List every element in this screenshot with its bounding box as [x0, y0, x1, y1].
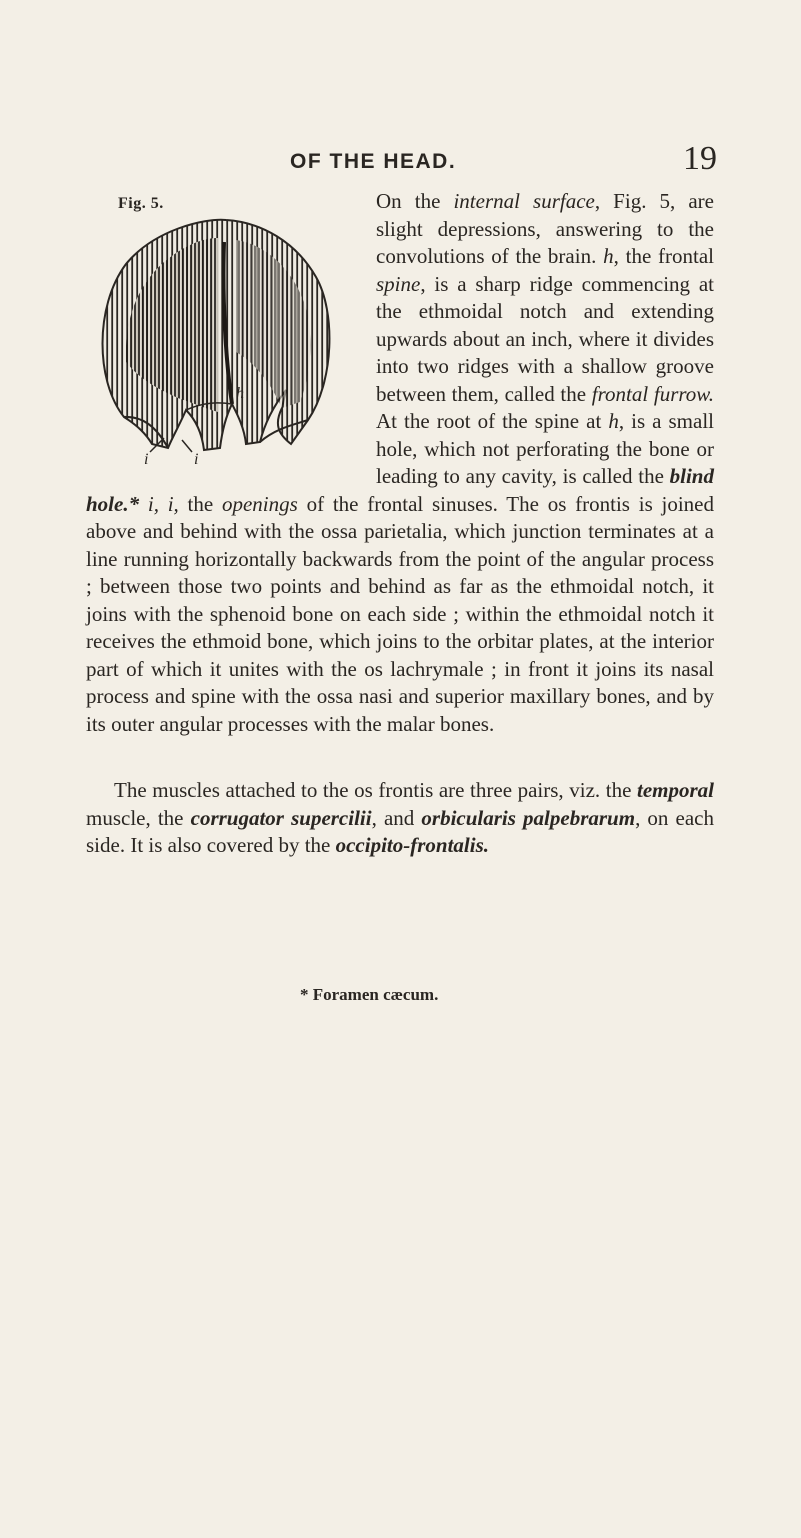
italic-term: blind hole.* [86, 464, 714, 516]
text-run: , is a small hole, which not perforating the bone or leading to any cavity, is called the [376, 409, 714, 488]
italic-term: temporal [637, 778, 714, 802]
text-run: , Fig. 5, are slight depressions, answering to the convolutions of the brain. [376, 189, 714, 268]
text-run: , is a sharp ridge commencing at the ethmoidal notch and extending upwards about an inch, where it divides into two ridges with a shallow groove between them, called the [376, 271, 714, 406]
italic-term: occipito-frontalis. [335, 833, 490, 857]
text-run: of the frontal sinuses. The os frontis is joined above and behind with the ossa parietalia, which junction terminates at a line running horizontally backwards from the point of the angular process ; between those two points and behind as far as the ethmoidal notch, it joins with the sphenoid bone on each side ; within the ethmoidal notch it receives the ethmoid bone, which joins to the orbitar plates, at the interior part of which it unites with the os lachrymale ; in front it joins its nasal process and spine with the ossa nasi and superior maxillary bones, and by its outer angular processes with the malar bones. [86, 491, 715, 736]
paragraph-2 [86, 777, 714, 860]
text-run: , on each side. It is also covered by the [86, 805, 715, 857]
italic-term: spine [376, 271, 421, 296]
page-number: 19 [683, 140, 717, 177]
italic-term: h [608, 409, 619, 433]
italic-term: internal surface [453, 189, 595, 213]
frontal-bone-illustration [86, 212, 348, 470]
italic-term: i, i, [147, 491, 179, 516]
text-run: the [178, 491, 222, 516]
figure-label-i-left: i [144, 451, 149, 468]
text-run: The muscles attached to the os frontis are three pairs, viz. the [114, 778, 637, 802]
text-run [139, 492, 148, 516]
text-run: At the root of the spine at [376, 409, 609, 433]
footnote: * Foramen cæcum. [300, 985, 439, 1004]
text-run: , and [371, 805, 422, 830]
italic-term: openings [221, 491, 298, 516]
paragraph-1 [86, 188, 714, 738]
text-run: , the frontal [613, 244, 714, 268]
italic-term: orbicularis palpebrarum [421, 805, 636, 830]
text-run: On the [376, 189, 454, 213]
running-head-title: OF THE HEAD. [290, 150, 457, 173]
italic-term: corrugator supercilii [190, 805, 372, 830]
text-run: muscle, the [86, 805, 191, 830]
figure-5 [86, 188, 354, 471]
figure-caption: Fig. 5. [118, 195, 164, 212]
italic-term: h [603, 244, 614, 268]
running-head [0, 140, 801, 180]
italic-term: frontal furrow. [591, 381, 714, 406]
figure-label-i-right: i [194, 451, 199, 468]
figure-label-h: h [236, 385, 244, 402]
